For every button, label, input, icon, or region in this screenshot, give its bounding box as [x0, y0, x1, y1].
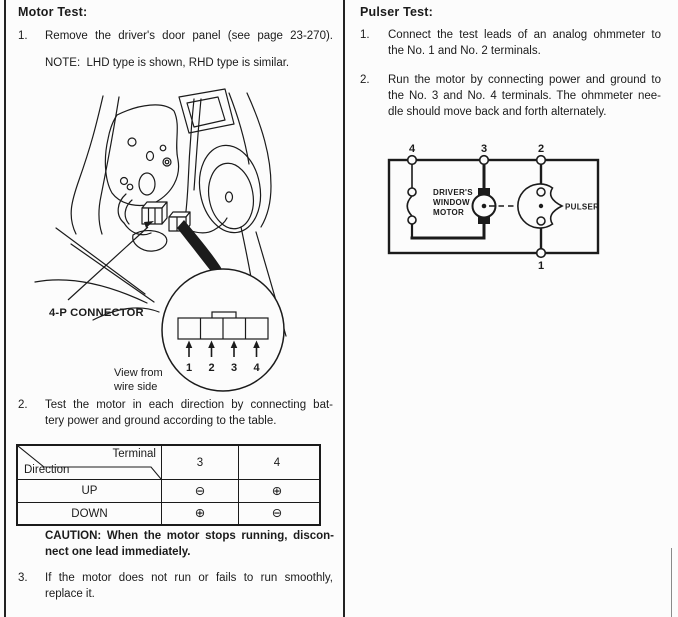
- text-line: the No. 3 and No. 4 terminals. The ohmmeter nee-: [388, 90, 661, 102]
- pin-number-3: 3: [230, 362, 238, 374]
- terminal-label-2: 2: [537, 143, 545, 155]
- motor-step-2: [18, 397, 333, 429]
- view-caption: [113, 367, 163, 393]
- down-terminal-3-polarity: ⊕: [161, 503, 238, 524]
- motor-label-line2: WINDOW: [433, 198, 470, 207]
- pin-number-2: 2: [208, 362, 215, 374]
- text-line: nect one lead immediately.: [45, 546, 191, 558]
- table-row: [18, 479, 319, 502]
- view-caption-line2: wire side: [114, 381, 158, 393]
- page-right-border: [671, 548, 672, 617]
- text-line: tery power and ground according to the table.: [45, 415, 277, 427]
- motor-step-1: [18, 28, 333, 44]
- terminal-label-3: 3: [480, 143, 488, 155]
- step-number: 1.: [360, 29, 370, 41]
- caution-text: [45, 528, 334, 560]
- step-number: 1.: [18, 30, 28, 42]
- table-corner-cell: [18, 446, 161, 479]
- text-line: Run the motor by connecting power and ground to: [388, 74, 661, 86]
- text-line: Test the motor in each direction by connecting bat-: [45, 399, 333, 411]
- step-number: 3.: [18, 572, 28, 584]
- down-terminal-4-polarity: ⊖: [238, 503, 315, 524]
- column-divider: [343, 0, 345, 617]
- up-terminal-4-polarity: ⊕: [238, 480, 315, 502]
- step-number: 2.: [18, 399, 28, 411]
- direction-down: DOWN: [71, 507, 108, 520]
- pin-number-4: 4: [253, 362, 260, 374]
- motor-terminal-table: [16, 444, 321, 526]
- pulser-label: PULSER: [565, 202, 600, 212]
- text-line: dle should move back and forth alternately.: [388, 106, 607, 118]
- text-line: replace it.: [45, 588, 95, 600]
- speaker-shape: [193, 140, 267, 237]
- text-line: If the motor does not run or fails to run smoothly,: [45, 572, 333, 584]
- motor-symbol: [473, 164, 496, 224]
- motor-label: [433, 188, 473, 217]
- pulser-step-2: [360, 72, 661, 120]
- connector-label: 4-P CONNECTOR: [49, 307, 144, 319]
- column-header-4: 4: [238, 446, 315, 479]
- pulser-step-1: [360, 27, 661, 59]
- motor-label-line1: DRIVER'S: [433, 188, 473, 197]
- text-line: the No. 1 and No. 2 terminals.: [388, 45, 541, 57]
- motor-label-line3: MOTOR: [433, 208, 465, 217]
- terminal-label-1: 1: [537, 260, 545, 272]
- pulser-test-heading: Pulser Test:: [360, 5, 434, 19]
- text-line: Remove the driver's door panel (see page 23-270).: [45, 30, 333, 42]
- corner-label-direction: Direction: [24, 464, 70, 476]
- up-terminal-3-polarity: ⊖: [161, 480, 238, 502]
- note-text: NOTE: LHD type is shown, RHD type is similar.: [45, 57, 290, 69]
- pulser-symbol: [518, 164, 562, 249]
- pin-number-1: 1: [185, 362, 193, 374]
- text-line: CAUTION: When the motor stops running, discon-: [45, 530, 334, 542]
- motor-test-heading: Motor Test:: [18, 5, 88, 19]
- step-number: 2.: [360, 74, 370, 86]
- direction-up: UP: [81, 485, 98, 497]
- motor-step-3: [18, 570, 333, 602]
- column-header-3: 3: [161, 446, 238, 479]
- corner-label-terminal: Terminal: [112, 448, 156, 460]
- pulser-circuit-diagram: [355, 138, 645, 280]
- view-caption-line1: View from: [114, 367, 163, 379]
- door-panel-illustration: [5, 84, 335, 406]
- text-line: Connect the test leads of an analog ohmmeter to: [388, 29, 661, 41]
- table-row: [18, 502, 319, 524]
- terminal-label-4: 4: [408, 143, 416, 155]
